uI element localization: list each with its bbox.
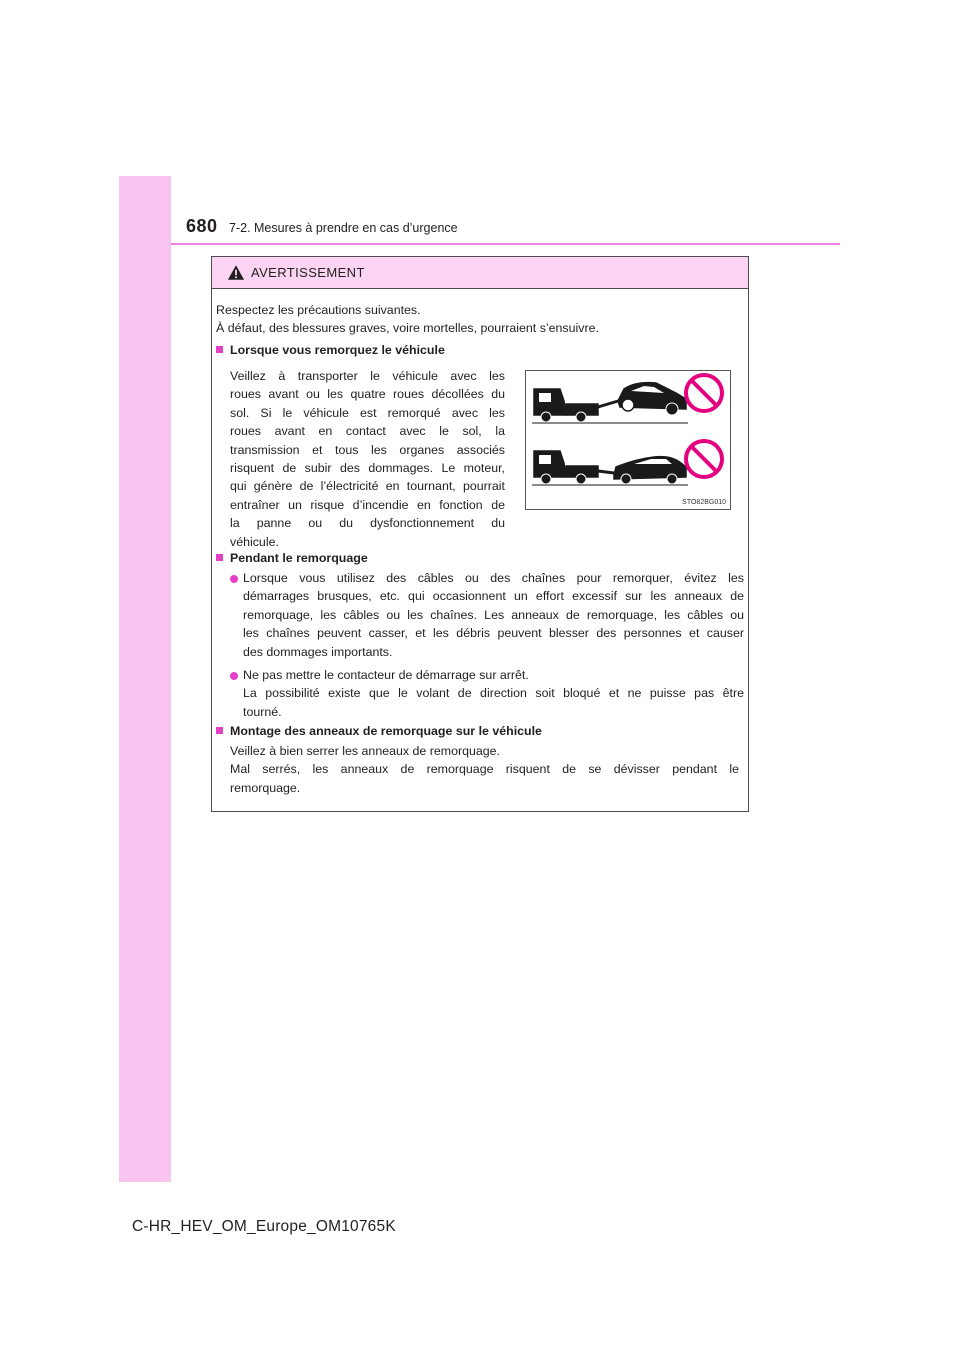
warning-box: [211, 256, 749, 812]
section-heading-mounting-eyelets: Montage des anneaux de remorquage sur le véhicule: [216, 722, 542, 740]
prohibition-icon-bottom: [686, 441, 722, 477]
square-bullet-icon: [216, 554, 223, 561]
prohibition-icon-top: [686, 375, 722, 411]
chapter-title: 7-2. Mesures à prendre en cas d’urgence: [229, 221, 458, 235]
section3-text: Veillez à bien serrer les anneaux de remorquage. Mal serrés, les anneaux de remorquage risquent de se dévisser pendant le remorquage.: [230, 744, 739, 795]
section2-bullet2-text: Ne pas mettre le contacteur de démarrage sur arrêt. La possibilité existe que le volant de direction soit bloqué et ne puisse pas être tourné.: [243, 668, 744, 719]
warning-body: [212, 257, 748, 811]
section-heading-towing: Lorsque vous remorquez le véhicule: [216, 341, 445, 359]
square-bullet-icon: [216, 727, 223, 734]
document-id: C-HR_HEV_OM_Europe_OM10765K: [132, 1218, 396, 1235]
chapter-side-tab: [119, 176, 171, 1182]
warning-intro-line2: À défaut, des blessures graves, voire mortelles, pourraient s’ensuivre.: [216, 321, 599, 335]
round-bullet-icon: [230, 672, 238, 680]
section1-text: Veillez à transporter le véhicule avec les roues avant ou les quatre roues décollées du sol. Si le véhicule est remorqué avec les roues avant en contact avec le sol, la transmission et tous les organes associés risquent de subir des dommages. Le moteur, qui génère de l’électricité en tournant, pourrait entraîner un risque d’incendie en fonction de la panne ou du dysfonctionnement du véhicule.: [230, 369, 505, 549]
header-divider: [171, 243, 840, 245]
warning-title: AVERTISSEMENT: [251, 265, 365, 280]
section-heading-during-towing: Pendant le remorquage: [216, 549, 368, 567]
round-bullet-icon: [230, 575, 238, 583]
page-number: 680: [186, 216, 218, 236]
tow-truck-wheels-on-ground: [532, 451, 688, 485]
towing-illustration: [525, 370, 731, 510]
square-bullet-icon: [216, 346, 223, 353]
tow-truck-wheels-lifted: [532, 383, 688, 423]
section2-bullet1-text: Lorsque vous utilisez des câbles ou des chaînes pour remorquer, évitez les démarrages brusques, etc. qui occasionnent un effort excessif sur les anneaux de remorquage, les câbles ou les chaînes. Les anneaux de remorquage, les câbles ou les chaînes peuvent casser, et les débris peuvent blesser des personnes et causer des dommages importants.: [243, 571, 744, 659]
warning-intro-line1: Respectez les précautions suivantes.: [216, 303, 421, 317]
image-code: STO82BG010: [682, 499, 726, 506]
tow-truck-illustration: [526, 371, 730, 509]
